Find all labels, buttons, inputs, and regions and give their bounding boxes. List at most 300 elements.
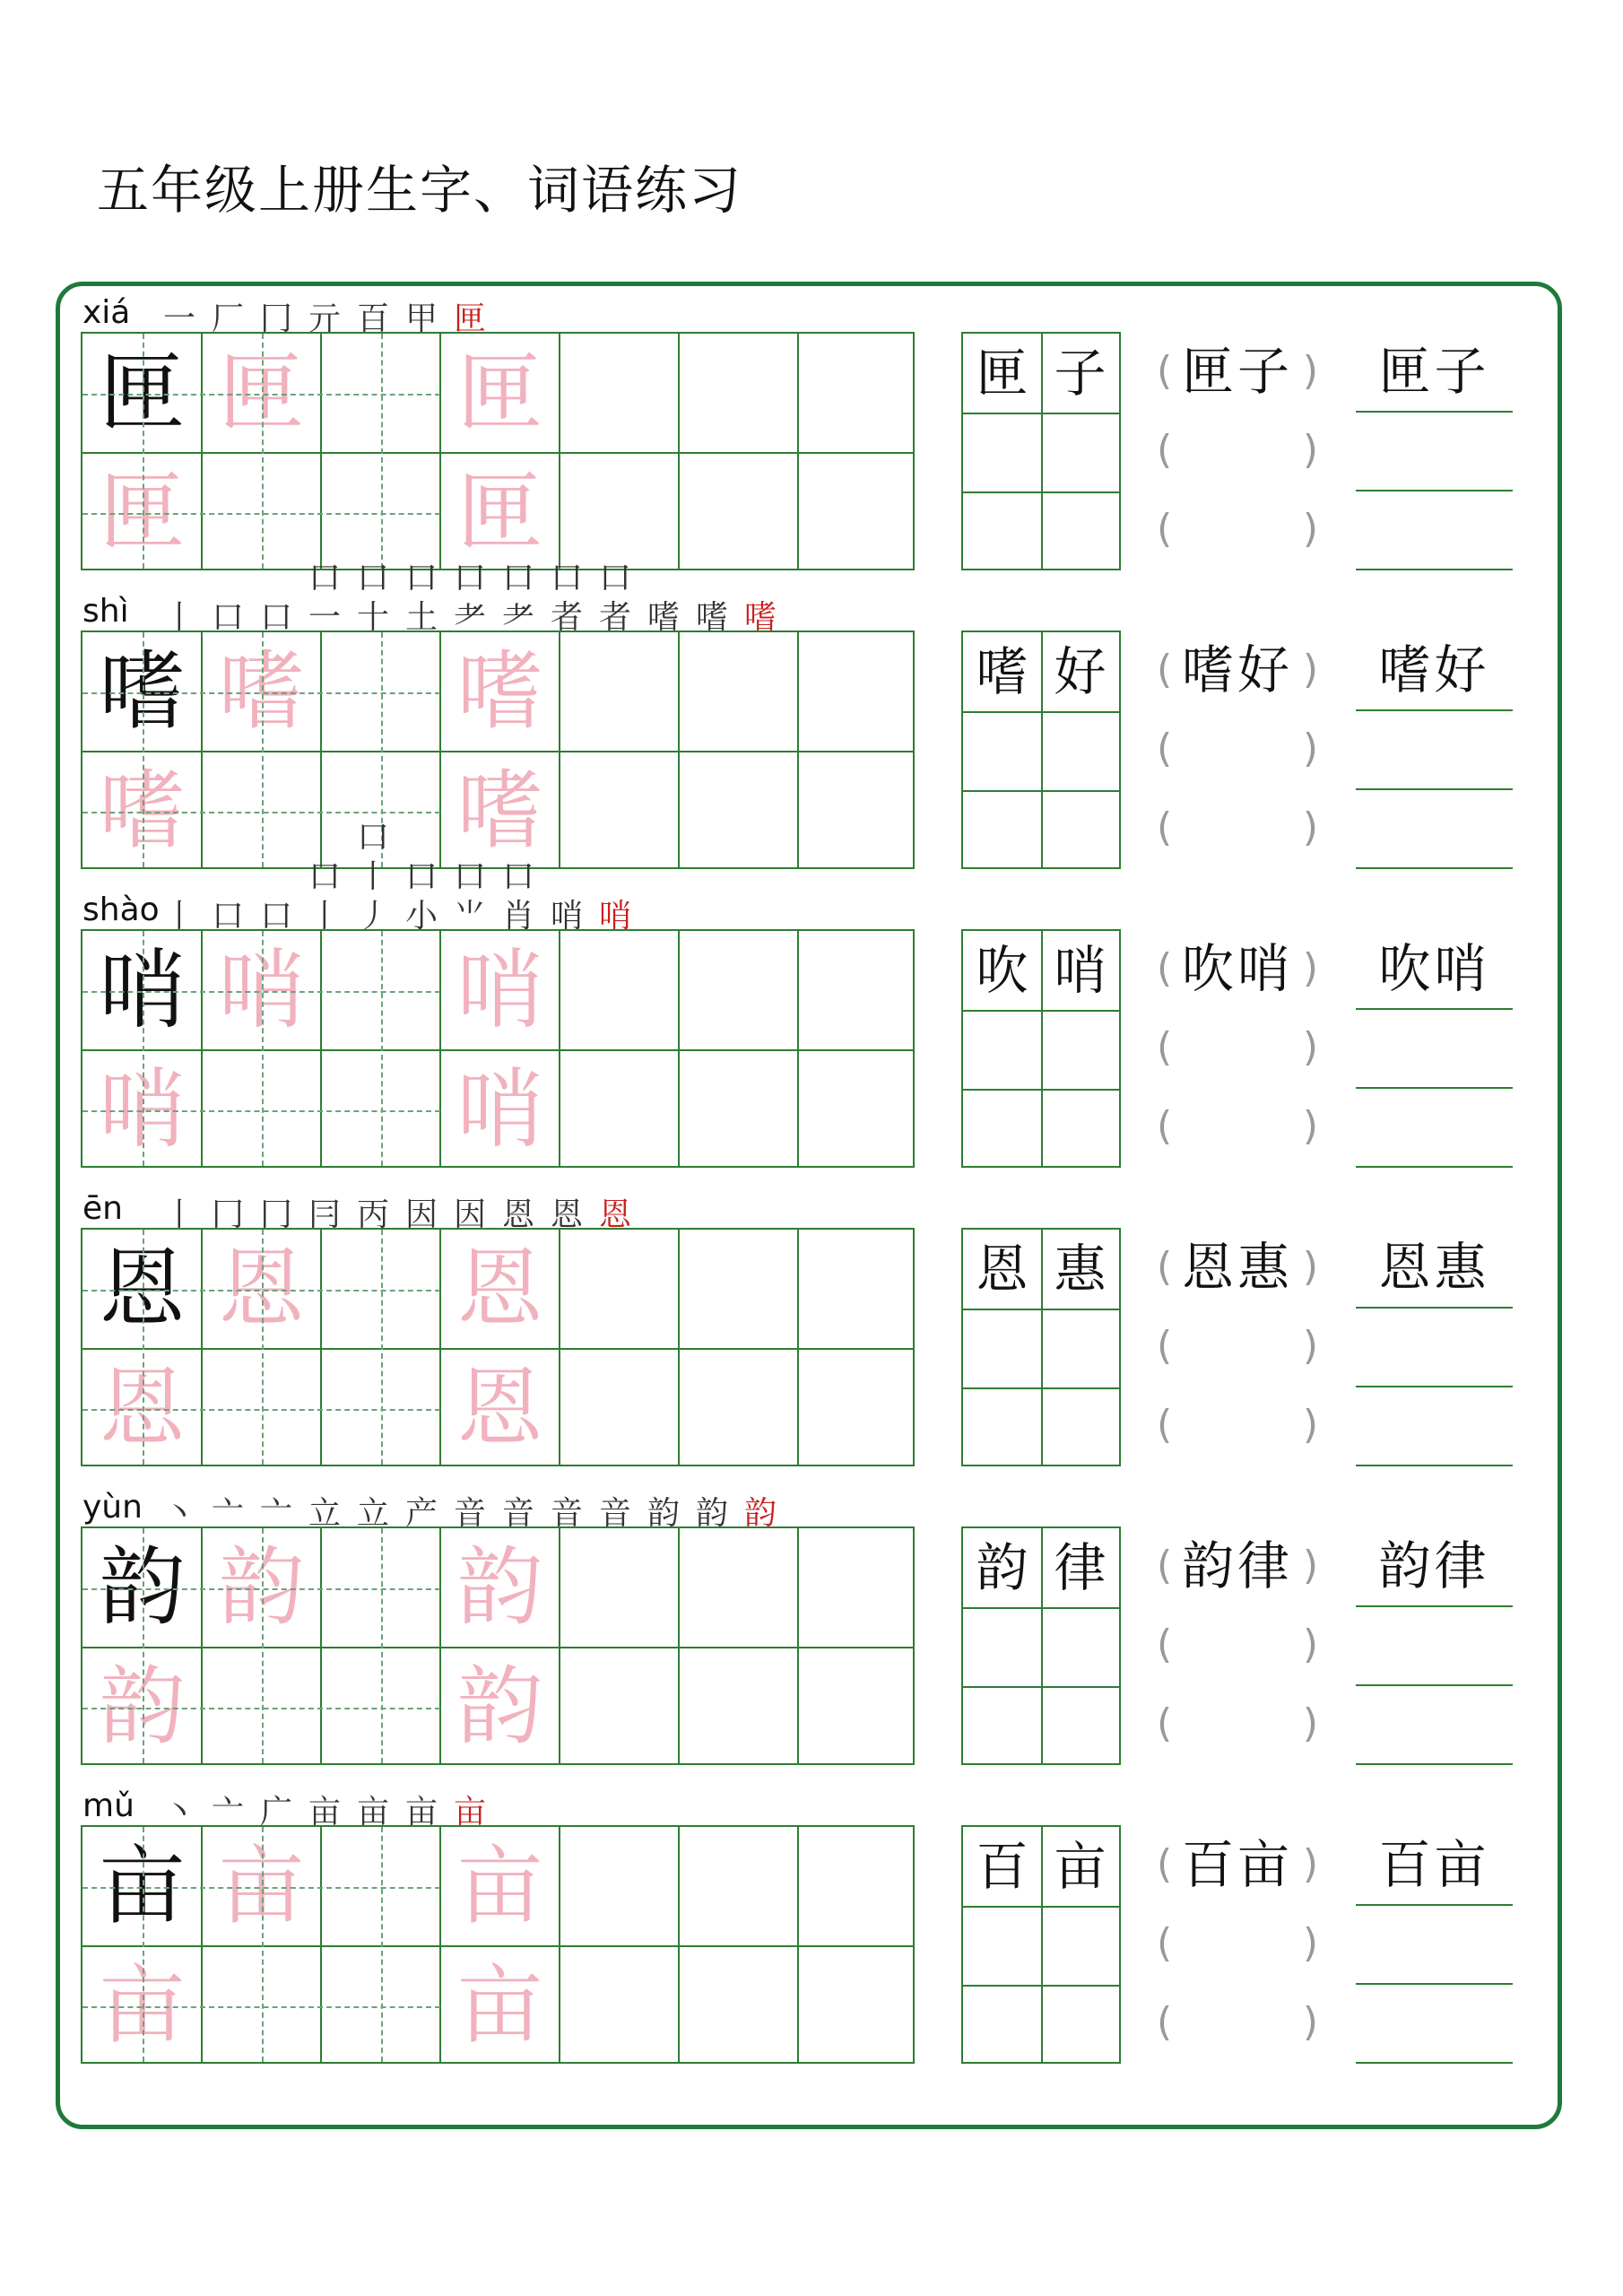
paren-blank[interactable] — [1157, 1386, 1318, 1465]
grid-line — [1041, 632, 1043, 867]
word-box-char: 子 — [1054, 343, 1107, 404]
answer-line[interactable] — [1356, 709, 1513, 711]
stroke-order — [161, 1779, 488, 1832]
paren-blank[interactable] — [1157, 1307, 1318, 1386]
guide-line — [381, 1230, 383, 1465]
practice-grid — [81, 929, 915, 1168]
stroke-step: 韵 — [695, 1495, 728, 1532]
word-box-char: 亩 — [1054, 1836, 1107, 1897]
paren-word: 恩惠 — [1181, 1237, 1293, 1298]
paren-word: 嗜好 — [1181, 639, 1293, 700]
stroke-step: 丶 — [162, 1495, 195, 1532]
trace-char: 匣 — [456, 343, 543, 443]
writing-cell[interactable] — [798, 1349, 917, 1468]
paren-blank[interactable] — [1157, 1983, 1318, 2062]
writing-cell[interactable] — [798, 334, 917, 453]
stroke-step: 嗜 — [695, 599, 728, 636]
grid-line — [439, 1528, 441, 1763]
right-paren: ) — [1302, 506, 1318, 552]
trace-char: 哨 — [456, 940, 543, 1040]
left-paren: ( — [1157, 1323, 1173, 1369]
writing-cell[interactable] — [798, 1946, 917, 2066]
stroke-step: 嗜 — [647, 599, 680, 636]
word-box[interactable] — [961, 332, 1121, 570]
stroke-step: 口十 — [356, 560, 389, 636]
answer-line[interactable] — [1356, 1904, 1513, 1906]
word-box[interactable] — [961, 631, 1121, 869]
guide-line — [82, 991, 440, 993]
left-paren: ( — [1157, 647, 1173, 692]
stroke-step: 音 — [453, 1495, 486, 1532]
left-paren: ( — [1157, 1920, 1173, 1966]
answer-line[interactable] — [1356, 1008, 1513, 1010]
word-box-char: 好 — [1054, 641, 1107, 702]
writing-cell[interactable] — [679, 1528, 798, 1648]
line-word-text: 吹哨 — [1378, 938, 1490, 999]
paren-word: 韵律 — [1181, 1535, 1293, 1596]
right-paren: ) — [1302, 804, 1318, 850]
paren-blank[interactable] — [1157, 1087, 1318, 1166]
grid-line — [797, 1827, 799, 2062]
left-paren: ( — [1157, 348, 1173, 394]
right-paren: ) — [1302, 1543, 1318, 1588]
stroke-step: 恩 — [550, 1196, 583, 1233]
paren-blank[interactable] — [1157, 1825, 1318, 1904]
guide-line — [381, 334, 383, 569]
char-section — [0, 1181, 1623, 1482]
guide-line — [143, 1230, 144, 1465]
grid-line — [1041, 1827, 1043, 2062]
line-word — [1356, 929, 1513, 1008]
line-word-text: 嗜好 — [1378, 639, 1490, 700]
writing-cell[interactable] — [679, 1827, 798, 1946]
grid-line — [678, 1827, 680, 2062]
stroke-step: 口土 — [404, 560, 438, 636]
writing-cell[interactable] — [440, 1827, 560, 1946]
word-box[interactable] — [961, 1228, 1121, 1466]
grid-line — [82, 1348, 913, 1350]
grid-line — [320, 1230, 322, 1465]
page-title: 五年级上册生字、词语练习 — [97, 160, 743, 221]
guide-line — [262, 1230, 264, 1465]
guide-line — [143, 632, 144, 867]
answer-line[interactable] — [1356, 1166, 1513, 1168]
paren-blank[interactable] — [1157, 411, 1318, 490]
paren-blank[interactable] — [1157, 490, 1318, 569]
grid-line — [320, 1528, 322, 1763]
guide-line — [82, 1887, 440, 1889]
stroke-step: 口 — [259, 898, 292, 935]
guide-line — [82, 1110, 440, 1112]
word-box-char: 吹 — [976, 940, 1028, 1001]
grid-line — [201, 1528, 203, 1763]
answer-line[interactable] — [1356, 1763, 1513, 1765]
grid-line — [678, 1230, 680, 1465]
grid-line — [320, 1827, 322, 2062]
grid-line — [82, 1647, 913, 1648]
stroke-step: 口小 — [404, 858, 438, 935]
stroke-step: 口者 — [550, 560, 583, 636]
trace-char: 韵 — [456, 1657, 543, 1757]
right-paren: ) — [1302, 427, 1318, 473]
left-paren: ( — [1157, 1244, 1173, 1290]
left-paren: ( — [1157, 1700, 1173, 1746]
stroke-step: 丨 — [162, 1196, 195, 1233]
grid-line — [678, 632, 680, 867]
writing-cell[interactable] — [798, 931, 917, 1050]
stroke-step: 亩 — [453, 1794, 486, 1831]
writing-cell[interactable] — [560, 453, 679, 572]
left-paren: ( — [1157, 1841, 1173, 1887]
writing-cell[interactable] — [560, 1827, 679, 1946]
guide-line — [82, 394, 440, 396]
stroke-step: 亠 — [211, 1495, 244, 1532]
trace-char: 匣 — [99, 462, 186, 562]
answer-line[interactable] — [1356, 1465, 1513, 1466]
writing-cell[interactable] — [798, 1648, 917, 1767]
grid-line — [320, 334, 322, 569]
paren-blank[interactable] — [1157, 1904, 1318, 1983]
stroke-step: 口者 — [598, 560, 631, 636]
stroke-step: 甲 — [404, 300, 438, 337]
left-paren: ( — [1157, 1999, 1173, 2045]
paren-blank[interactable] — [1157, 1228, 1318, 1307]
writing-cell[interactable] — [798, 1528, 917, 1648]
trace-char: 嗜 — [456, 761, 543, 861]
trace-char: 亩 — [456, 1955, 543, 2056]
left-paren: ( — [1157, 1103, 1173, 1149]
writing-cell[interactable] — [798, 632, 917, 752]
stroke-step: 广 — [259, 1794, 292, 1831]
left-paren: ( — [1157, 427, 1173, 473]
char-section — [0, 819, 1623, 1183]
stroke-step: 口 — [211, 898, 244, 935]
left-paren: ( — [1157, 1543, 1173, 1588]
guide-line — [143, 334, 144, 569]
grid-line — [82, 452, 913, 454]
grid-line — [439, 632, 441, 867]
stroke-step: 恩 — [598, 1196, 631, 1233]
writing-cell[interactable] — [679, 632, 798, 752]
word-box-char: 恩 — [976, 1239, 1028, 1300]
grid-line — [320, 931, 322, 1166]
stroke-step: 丶 — [162, 1794, 195, 1831]
stroke-step: 冃 — [308, 1196, 341, 1233]
stroke-step: 韵 — [647, 1495, 680, 1532]
stroke-step: 亩 — [356, 1794, 389, 1831]
right-paren: ) — [1302, 647, 1318, 692]
guide-line — [381, 1528, 383, 1763]
stroke-step: 丨 — [162, 599, 195, 636]
line-word-text: 恩惠 — [1378, 1237, 1490, 1298]
stroke-step: 亠 — [211, 1794, 244, 1831]
guide-line — [82, 692, 440, 694]
right-paren: ) — [1302, 1920, 1318, 1966]
word-box[interactable] — [961, 1825, 1121, 2064]
grid-line — [439, 1230, 441, 1465]
trace-char: 恩 — [456, 1358, 543, 1458]
writing-cell[interactable] — [560, 1648, 679, 1767]
answer-line[interactable] — [1356, 1307, 1513, 1309]
writing-cell[interactable] — [560, 1528, 679, 1648]
practice-grid — [81, 1228, 915, 1466]
writing-cell[interactable] — [440, 1648, 560, 1767]
stroke-step: 口一 — [308, 560, 341, 636]
paren-blank[interactable] — [1157, 631, 1318, 709]
writing-cell[interactable] — [679, 752, 798, 871]
writing-cell[interactable] — [798, 453, 917, 572]
writing-cell[interactable] — [440, 1528, 560, 1648]
left-paren: ( — [1157, 726, 1173, 771]
grid-line — [201, 1230, 203, 1465]
right-paren: ) — [1302, 1999, 1318, 2045]
trace-char: 匣 — [218, 343, 305, 443]
answer-line[interactable] — [1356, 867, 1513, 869]
model-char: 恩 — [99, 1239, 186, 1339]
stroke-step: 丨 — [162, 898, 195, 935]
paren-word: 百亩 — [1181, 1834, 1293, 1895]
left-paren: ( — [1157, 804, 1173, 850]
answer-line[interactable] — [1356, 411, 1513, 413]
grid-line — [797, 334, 799, 569]
guide-line — [82, 1409, 440, 1411]
guide-line — [82, 1290, 440, 1292]
stroke-step: 恩 — [501, 1196, 534, 1233]
writing-cell[interactable] — [679, 1648, 798, 1767]
writing-cell[interactable] — [798, 1827, 917, 1946]
writing-cell[interactable] — [440, 1946, 560, 2066]
practice-grid — [81, 332, 915, 570]
right-paren: ) — [1302, 348, 1318, 394]
line-word — [1356, 631, 1513, 709]
right-paren: ) — [1302, 945, 1318, 991]
stroke-step: 口耂 — [501, 560, 534, 636]
trace-char: 恩 — [218, 1239, 305, 1339]
stroke-step: 音 — [501, 1495, 534, 1532]
writing-cell[interactable] — [679, 1349, 798, 1468]
grid-line — [678, 931, 680, 1166]
line-word — [1356, 332, 1513, 411]
writing-cell[interactable] — [440, 334, 560, 453]
writing-cell[interactable] — [560, 752, 679, 871]
right-paren: ) — [1302, 726, 1318, 771]
guide-line — [82, 2006, 440, 2008]
trace-char: 嗜 — [99, 761, 186, 861]
grid-line — [678, 334, 680, 569]
guide-line — [143, 931, 144, 1166]
answer-line[interactable] — [1356, 1983, 1513, 1985]
char-section — [0, 560, 1623, 884]
stroke-step: 口丨丿 — [356, 819, 389, 935]
answer-line[interactable] — [1356, 490, 1513, 491]
grid-line — [1041, 1528, 1043, 1763]
stroke-step: 因 — [453, 1196, 486, 1233]
model-char: 韵 — [99, 1537, 186, 1638]
paren-blank[interactable] — [1157, 1526, 1318, 1605]
guide-line — [262, 931, 264, 1166]
grid-line — [82, 1049, 913, 1051]
writing-cell[interactable] — [560, 1349, 679, 1468]
right-paren: ) — [1302, 1024, 1318, 1070]
word-box[interactable] — [961, 1526, 1121, 1765]
stroke-step: 立 — [356, 1495, 389, 1532]
word-box[interactable] — [961, 929, 1121, 1168]
grid-line — [201, 334, 203, 569]
stroke-step: 丙 — [356, 1196, 389, 1233]
trace-char: 恩 — [456, 1239, 543, 1339]
stroke-step: 韵 — [743, 1495, 777, 1532]
grid-line — [559, 1827, 560, 2062]
writing-cell[interactable] — [440, 752, 560, 871]
stroke-step: 口肖 — [501, 858, 534, 935]
grid-line — [559, 632, 560, 867]
pinyin-label: yùn — [82, 1489, 143, 1526]
answer-line[interactable] — [1356, 1087, 1513, 1089]
right-paren: ) — [1302, 1622, 1318, 1667]
stroke-step: 冂 — [259, 1196, 292, 1233]
grid-line — [82, 751, 913, 752]
trace-char: 韵 — [99, 1657, 186, 1757]
writing-cell[interactable] — [440, 632, 560, 752]
answer-line[interactable] — [1356, 2062, 1513, 2064]
grid-line — [559, 1528, 560, 1763]
writing-cell[interactable] — [560, 1230, 679, 1349]
guide-line — [82, 513, 440, 515]
answer-line[interactable] — [1356, 569, 1513, 570]
trace-char: 哨 — [456, 1059, 543, 1160]
stroke-step: 冂 — [259, 300, 292, 337]
stroke-order — [161, 1181, 633, 1235]
writing-cell[interactable] — [440, 1050, 560, 1170]
right-paren: ) — [1302, 1244, 1318, 1290]
model-char: 嗜 — [99, 641, 186, 742]
right-paren: ) — [1302, 1402, 1318, 1448]
guide-line — [143, 1528, 144, 1763]
grid-line — [320, 632, 322, 867]
practice-grid — [81, 631, 915, 869]
word-box-char: 匣 — [976, 343, 1028, 404]
paren-word: 匣子 — [1181, 341, 1293, 402]
writing-cell[interactable] — [798, 1050, 917, 1170]
stroke-step: 亩 — [308, 1794, 341, 1831]
model-char: 匣 — [99, 343, 186, 443]
grid-line — [797, 931, 799, 1166]
writing-cell[interactable] — [560, 334, 679, 453]
grid-line — [439, 334, 441, 569]
writing-cell[interactable] — [440, 453, 560, 572]
char-section — [0, 285, 1623, 586]
grid-line — [201, 632, 203, 867]
writing-cell[interactable] — [679, 1230, 798, 1349]
trace-char: 亩 — [218, 1836, 305, 1936]
stroke-step: 音 — [550, 1495, 583, 1532]
grid-line — [201, 931, 203, 1166]
answer-line[interactable] — [1356, 788, 1513, 790]
stroke-step: 哨 — [598, 898, 631, 935]
word-box-char: 惠 — [1054, 1239, 1107, 1300]
trace-char: 亩 — [99, 1955, 186, 2056]
trace-char: 韵 — [218, 1537, 305, 1638]
stroke-step: 口 — [211, 599, 244, 636]
word-box-char: 哨 — [1054, 940, 1107, 1001]
trace-char: 韵 — [456, 1537, 543, 1638]
grid-line — [797, 1528, 799, 1763]
left-paren: ( — [1157, 506, 1173, 552]
stroke-step: 产 — [404, 1495, 438, 1532]
stroke-step: 口耂 — [453, 560, 486, 636]
writing-cell[interactable] — [440, 1230, 560, 1349]
trace-char: 亩 — [456, 1836, 543, 1936]
line-word — [1356, 1228, 1513, 1307]
paren-blank[interactable] — [1157, 788, 1318, 867]
answer-line[interactable] — [1356, 1605, 1513, 1607]
stroke-order — [161, 560, 778, 638]
word-box-char: 律 — [1054, 1537, 1107, 1598]
writing-cell[interactable] — [560, 632, 679, 752]
writing-cell[interactable] — [679, 453, 798, 572]
paren-blank[interactable] — [1157, 1008, 1318, 1087]
answer-line[interactable] — [1356, 1684, 1513, 1686]
writing-cell[interactable] — [440, 1349, 560, 1468]
line-word-text: 百亩 — [1378, 1834, 1490, 1895]
writing-cell[interactable] — [798, 1230, 917, 1349]
paren-blank[interactable] — [1157, 929, 1318, 1008]
writing-cell[interactable] — [679, 931, 798, 1050]
writing-cell[interactable] — [560, 1946, 679, 2066]
writing-cell[interactable] — [679, 1050, 798, 1170]
guide-line — [82, 812, 440, 813]
guide-line — [262, 334, 264, 569]
guide-line — [262, 1528, 264, 1763]
writing-cell[interactable] — [679, 334, 798, 453]
stroke-step: 哨 — [550, 898, 583, 935]
grid-line — [559, 931, 560, 1166]
grid-line — [1041, 1230, 1043, 1465]
char-section — [0, 1779, 1623, 2079]
grid-line — [559, 334, 560, 569]
writing-cell[interactable] — [798, 752, 917, 871]
grid-line — [797, 632, 799, 867]
paren-blank[interactable] — [1157, 1605, 1318, 1684]
trace-char: 哨 — [99, 1059, 186, 1160]
stroke-step: 音 — [598, 1495, 631, 1532]
left-paren: ( — [1157, 1024, 1173, 1070]
line-word-text: 匣子 — [1378, 341, 1490, 402]
line-word — [1356, 1526, 1513, 1605]
guide-line — [381, 1827, 383, 2062]
word-box-char: 韵 — [976, 1537, 1028, 1598]
practice-grid — [81, 1526, 915, 1765]
grid-line — [439, 931, 441, 1166]
writing-cell[interactable] — [440, 931, 560, 1050]
word-box-char: 百 — [976, 1836, 1028, 1897]
paren-blank[interactable] — [1157, 709, 1318, 788]
word-box-char: 嗜 — [976, 641, 1028, 702]
writing-cell[interactable] — [560, 931, 679, 1050]
writing-cell[interactable] — [560, 1050, 679, 1170]
grid-line — [1041, 931, 1043, 1166]
grid-line — [82, 1945, 913, 1947]
answer-line[interactable] — [1356, 1386, 1513, 1387]
model-char: 亩 — [99, 1836, 186, 1936]
left-paren: ( — [1157, 945, 1173, 991]
paren-blank[interactable] — [1157, 332, 1318, 411]
stroke-step: 口⺌ — [453, 858, 486, 935]
guide-line — [143, 1827, 144, 2062]
writing-cell[interactable] — [679, 1946, 798, 2066]
guide-line — [381, 931, 383, 1166]
paren-blank[interactable] — [1157, 1684, 1318, 1763]
